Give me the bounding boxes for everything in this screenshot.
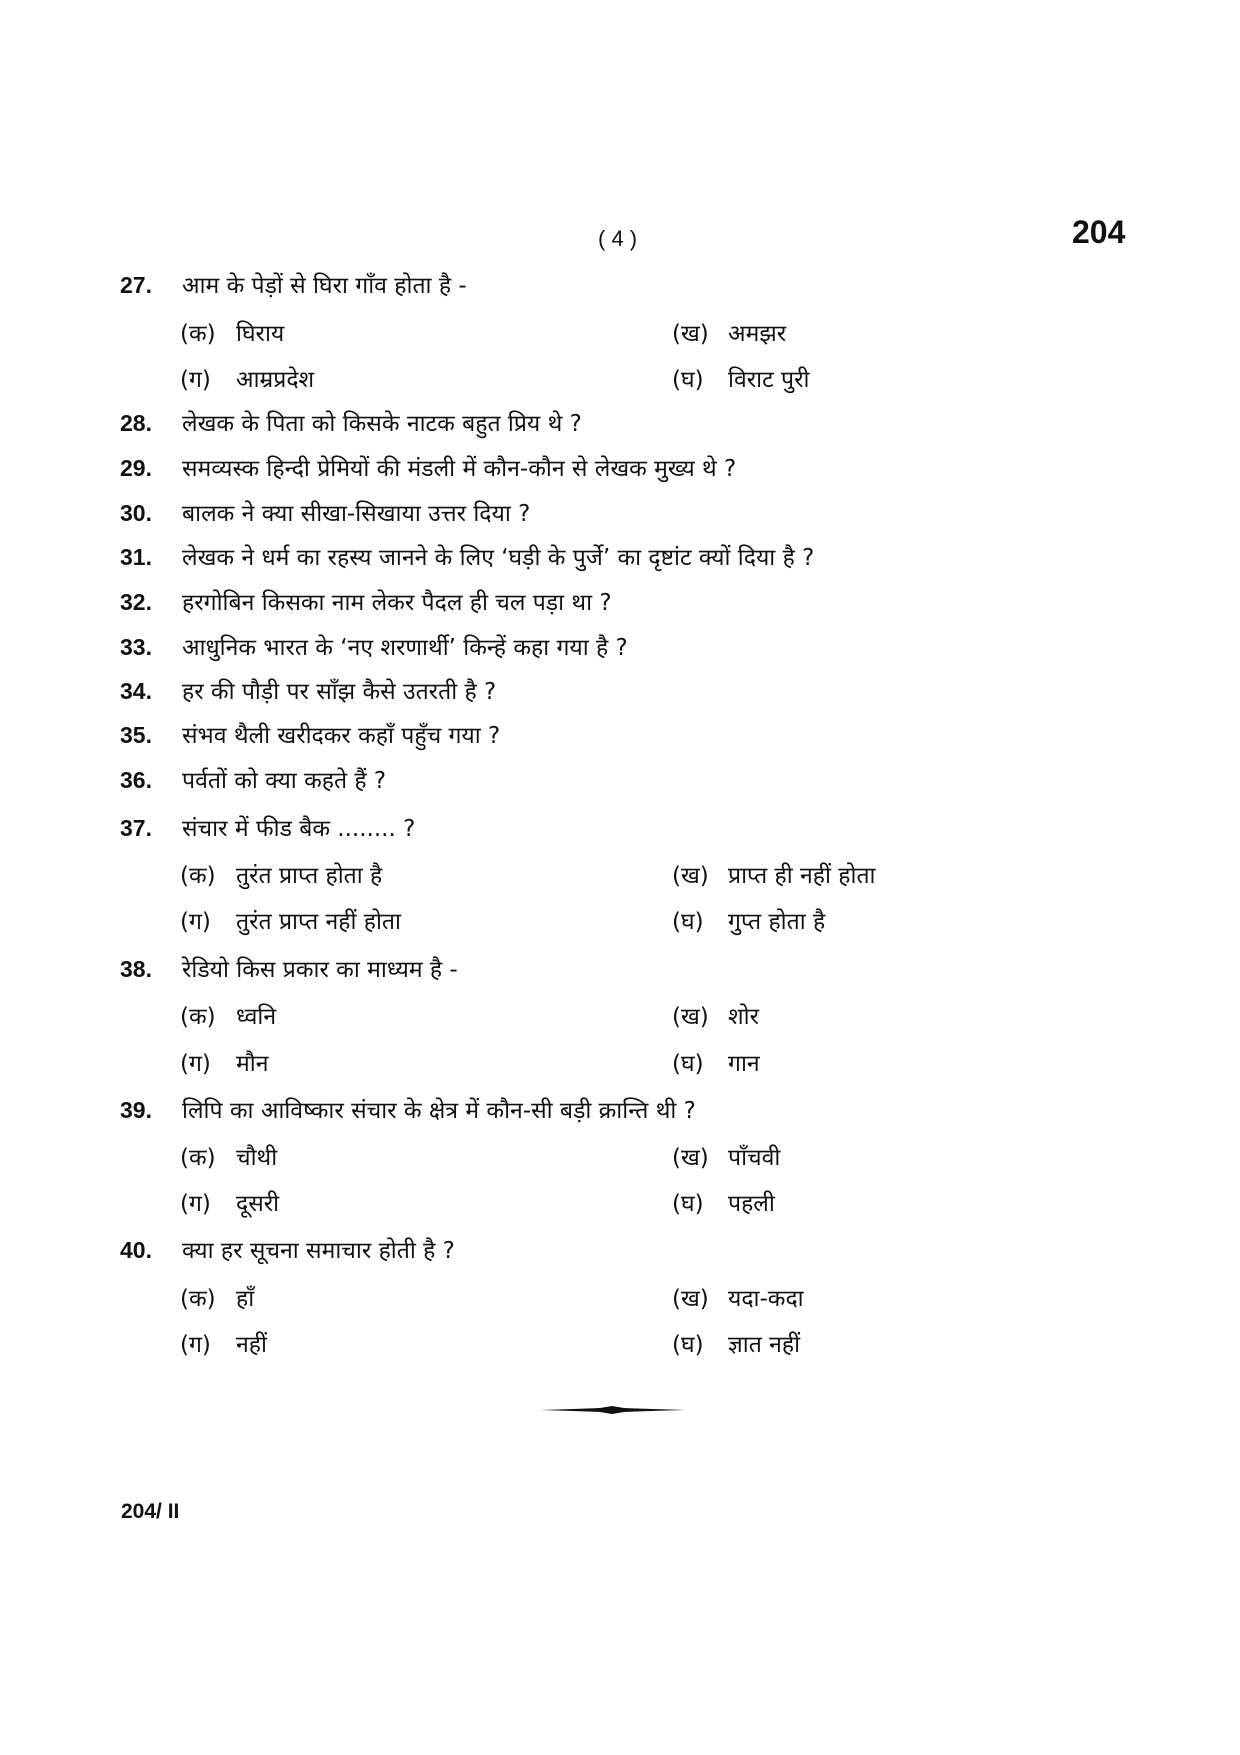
question-text: आधुनिक भारत के ‘नए शरणार्थी’ किन्हें कहा गया है ? bbox=[182, 635, 628, 661]
question-36 bbox=[120, 763, 386, 795]
option-gha bbox=[672, 1046, 760, 1078]
question-text: संचार में फीड बैक ........ ? bbox=[182, 816, 416, 842]
question-number: 31. bbox=[120, 544, 152, 570]
question-39 bbox=[120, 1093, 696, 1125]
question-number: 36. bbox=[120, 767, 152, 793]
question-number: 32. bbox=[120, 589, 152, 615]
option-ga bbox=[180, 904, 401, 936]
option-gha bbox=[672, 362, 809, 394]
option-label: (क) bbox=[180, 863, 216, 889]
option-label: (ग) bbox=[180, 1051, 211, 1077]
option-text: शोर bbox=[728, 1004, 760, 1030]
question-text: आम के पेड़ों से घिरा गाँव होता है - bbox=[182, 273, 467, 299]
question-number: 33. bbox=[120, 634, 152, 660]
option-gha bbox=[672, 1327, 800, 1359]
option-text: नहीं bbox=[236, 1332, 267, 1358]
footer-paper-code: 204/ II bbox=[121, 1500, 180, 1523]
option-text: प्राप्त ही नहीं होता bbox=[728, 863, 876, 889]
question-number: 27. bbox=[120, 272, 152, 298]
question-33 bbox=[120, 630, 628, 662]
question-29 bbox=[120, 451, 736, 483]
option-text: पाँचवी bbox=[728, 1145, 781, 1171]
option-text: दूसरी bbox=[236, 1191, 280, 1217]
option-gha bbox=[672, 904, 825, 936]
question-40 bbox=[120, 1233, 455, 1265]
page-number: ( 4 ) bbox=[598, 226, 638, 251]
option-ga bbox=[180, 362, 314, 394]
question-text: रेडियो किस प्रकार का माध्यम है - bbox=[182, 957, 458, 983]
option-ka bbox=[180, 858, 382, 890]
option-text: ज्ञात नहीं bbox=[728, 1332, 801, 1358]
option-kha bbox=[672, 999, 759, 1031]
option-label: (ख) bbox=[672, 1286, 709, 1312]
option-ka bbox=[180, 999, 276, 1031]
question-text: पर्वतों को क्या कहते हैं ? bbox=[182, 768, 387, 794]
option-label: (ग) bbox=[180, 1332, 211, 1358]
question-text: क्या हर सूचना समाचार होती है ? bbox=[182, 1238, 455, 1264]
option-kha bbox=[672, 316, 786, 348]
question-number: 37. bbox=[120, 815, 152, 841]
option-label: (घ) bbox=[672, 367, 704, 393]
option-label: (ख) bbox=[672, 321, 709, 347]
question-number: 38. bbox=[120, 956, 152, 982]
option-ka bbox=[180, 1140, 277, 1172]
question-number: 30. bbox=[120, 500, 152, 526]
ornament-divider bbox=[540, 1403, 685, 1417]
question-number: 29. bbox=[120, 455, 152, 481]
option-label: (ख) bbox=[672, 1145, 709, 1171]
option-text: अमझर bbox=[728, 321, 787, 347]
option-label: (घ) bbox=[672, 1191, 704, 1217]
option-label: (क) bbox=[180, 1286, 216, 1312]
question-number: 39. bbox=[120, 1097, 152, 1123]
option-ga bbox=[180, 1186, 279, 1218]
option-text: चौथी bbox=[236, 1145, 278, 1171]
option-text: तुरंत प्राप्त नहीं होता bbox=[236, 909, 401, 935]
option-text: मौन bbox=[236, 1051, 269, 1077]
option-label: (क) bbox=[180, 1145, 216, 1171]
question-text: लिपि का आविष्कार संचार के क्षेत्र में कौन-सी बड़ी क्रान्ति थी ? bbox=[182, 1098, 696, 1124]
option-label: (क) bbox=[180, 1004, 216, 1030]
question-32 bbox=[120, 585, 612, 617]
option-ka bbox=[180, 1281, 254, 1313]
option-gha bbox=[672, 1186, 775, 1218]
option-label: (ख) bbox=[672, 1004, 709, 1030]
option-label: (क) bbox=[180, 321, 216, 347]
question-text: लेखक ने धर्म का रहस्य जानने के लिए ‘घड़ी के पुर्जे’ का दृष्टांट क्यों दिया है ? bbox=[182, 545, 815, 571]
option-label: (घ) bbox=[672, 909, 704, 935]
question-37 bbox=[120, 811, 415, 843]
option-label: (घ) bbox=[672, 1332, 704, 1358]
option-ka bbox=[180, 316, 284, 348]
question-text: लेखक के पिता को किसके नाटक बहुत प्रिय थे ? bbox=[182, 411, 582, 437]
option-kha bbox=[672, 1140, 780, 1172]
option-text: पहली bbox=[728, 1191, 775, 1217]
option-text: गुप्त होता है bbox=[728, 909, 826, 935]
option-text: आम्रप्रदेश bbox=[236, 367, 315, 393]
question-number: 35. bbox=[120, 722, 152, 748]
option-text: यदा-कदा bbox=[728, 1286, 804, 1312]
question-28 bbox=[120, 406, 582, 438]
question-27 bbox=[120, 268, 467, 300]
question-text: समव्यस्क हिन्दी प्रेमियों की मंडली में कौन-कौन से लेखक मुख्य थे ? bbox=[182, 456, 737, 482]
question-38 bbox=[120, 952, 458, 984]
question-text: बालक ने क्या सीखा-सिखाया उत्तर दिया ? bbox=[182, 501, 531, 527]
option-label: (ग) bbox=[180, 909, 211, 935]
option-text: हाँ bbox=[236, 1286, 255, 1312]
option-ga bbox=[180, 1327, 267, 1359]
question-text: हर की पौड़ी पर साँझ कैसे उतरती है ? bbox=[182, 679, 497, 705]
option-ga bbox=[180, 1046, 268, 1078]
option-text: गान bbox=[728, 1051, 760, 1077]
option-text: विराट पुरी bbox=[728, 367, 810, 393]
question-34 bbox=[120, 674, 496, 706]
option-text: ध्वनि bbox=[236, 1004, 277, 1030]
question-number: 34. bbox=[120, 678, 152, 704]
option-label: (ग) bbox=[180, 367, 211, 393]
option-text: तुरंत प्राप्त होता है bbox=[236, 863, 383, 889]
paper-code: 204 bbox=[1072, 214, 1126, 250]
question-31 bbox=[120, 540, 814, 572]
option-text: घिराय bbox=[236, 321, 285, 347]
option-kha bbox=[672, 1281, 804, 1313]
question-text: संभव थैली खरीदकर कहाँ पहुँच गया ? bbox=[182, 723, 501, 749]
option-label: (ख) bbox=[672, 863, 709, 889]
option-kha bbox=[672, 858, 876, 890]
question-number: 28. bbox=[120, 410, 152, 436]
question-30 bbox=[120, 496, 530, 528]
option-label: (घ) bbox=[672, 1051, 704, 1077]
option-label: (ग) bbox=[180, 1191, 211, 1217]
question-text: हरगोबिन किसका नाम लेकर पैदल ही चल पड़ा था ? bbox=[182, 590, 612, 616]
question-35 bbox=[120, 718, 500, 750]
question-number: 40. bbox=[120, 1237, 152, 1263]
